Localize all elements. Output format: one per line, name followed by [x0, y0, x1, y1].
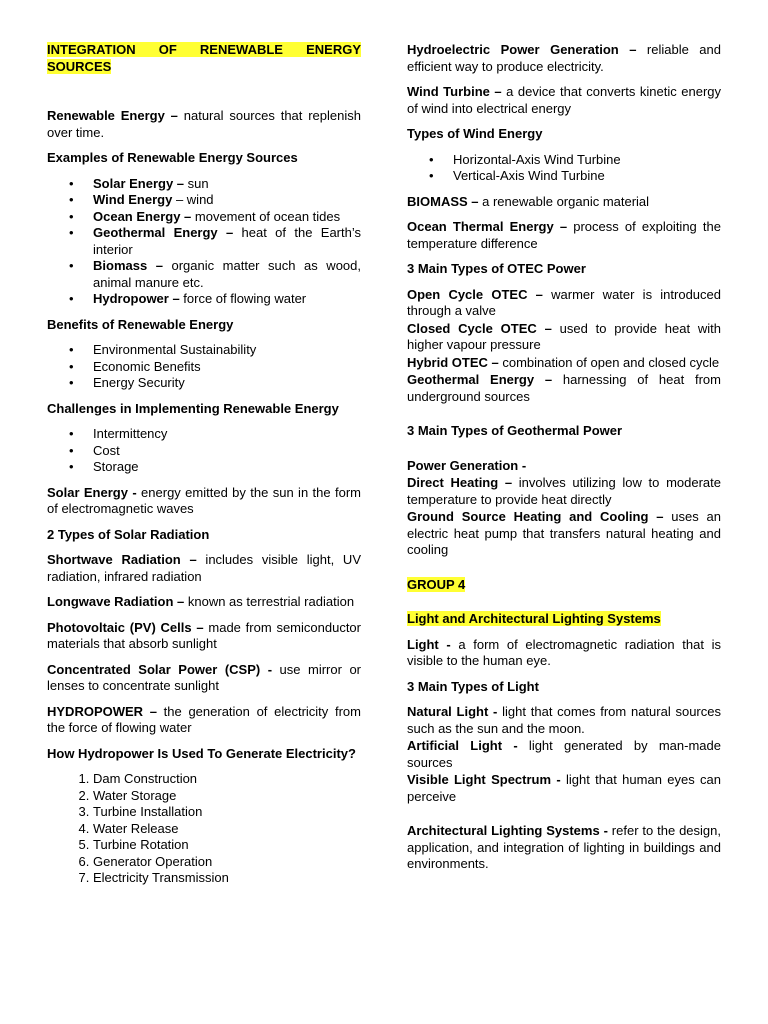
geothermal-definition: Geothermal Energy – harnessing of heat from underground sources: [407, 372, 721, 404]
power-generation-label: Power Generation -: [407, 457, 527, 473]
longwave-definition: Longwave Radiation – known as terrestrial radiation: [47, 594, 355, 609]
list-item: 2. Water Storage: [93, 788, 361, 805]
direct-heating-definition: Direct Heating – involves utilizing low to moderate temperature to provide heat directly: [407, 475, 721, 507]
list-item: • Wind Energy – wind: [93, 192, 361, 209]
list-item: • Ocean Energy – movement of ocean tides: [93, 209, 361, 226]
biomass-definition: BIOMASS – a renewable organic material: [407, 193, 650, 209]
list-item: 3. Turbine Installation: [93, 804, 361, 821]
artificial-light-definition: Artificial Light - light generated by man-made sources: [407, 738, 721, 770]
visible-spectrum-definition: Visible Light Spectrum - light that human eyes can perceive: [407, 772, 721, 804]
architectural-lighting-definition: Architectural Lighting Systems - refer to the design, application, and integration of lighting in buildings and environments.: [407, 823, 721, 871]
list-item: • Horizontal-Axis Wind Turbine: [453, 152, 721, 169]
closed-cycle-definition: Closed Cycle OTEC – used to provide heat with higher vapour pressure: [407, 320, 721, 352]
challenges-list: [47, 426, 361, 476]
examples-list: [47, 176, 361, 308]
list-item: • Biomass – organic matter such as wood, animal manure etc.: [93, 258, 361, 291]
wind-types-list: [407, 152, 721, 185]
list-item: • Storage: [93, 459, 361, 476]
document-title: INTEGRATION OF RENEWABLE ENERGY SOURCES: [47, 42, 361, 74]
list-item: • Hydropower – force of flowing water: [93, 291, 361, 308]
benefits-list: [47, 342, 361, 392]
challenges-heading: Challenges in Implementing Renewable Energy: [47, 400, 339, 416]
list-item: • Intermittency: [93, 426, 361, 443]
list-item: • Geothermal Energy – heat of the Earth’s interior: [93, 225, 361, 258]
shortwave-definition: Shortwave Radiation – includes visible light, UV radiation, infrared radiation: [47, 552, 361, 584]
list-item: 1. Dam Construction: [93, 771, 361, 788]
natural-light-definition: Natural Light - light that comes from natural sources such as the sun and the moon.: [407, 704, 721, 736]
examples-heading: Examples of Renewable Energy Sources: [47, 150, 298, 165]
solar-energy-definition: Solar Energy - energy emitted by the sun in the form of electromagnetic waves: [47, 484, 361, 516]
list-item: 4. Water Release: [93, 821, 361, 838]
geothermal-heading: 3 Main Types of Geothermal Power: [407, 423, 623, 438]
light-definition: Light - a form of electromagnetic radiation that is visible to the human eye.: [407, 636, 721, 668]
wind-types-heading: Types of Wind Energy: [407, 126, 543, 141]
list-item: 6. Generator Operation: [93, 854, 361, 871]
list-item: • Environmental Sustainability: [93, 342, 361, 359]
hydroelectric-definition: Hydroelectric Power Generation – reliable and efficient way to produce electricity.: [407, 42, 721, 74]
open-cycle-definition: Open Cycle OTEC – warmer water is introduced through a valve: [407, 286, 721, 318]
hydropower-definition: HYDROPOWER – the generation of electricity from the force of flowing water: [47, 703, 361, 735]
list-item: 5. Turbine Rotation: [93, 837, 361, 854]
hydropower-heading: How Hydropower Is Used To Generate Electricity?: [47, 745, 356, 761]
csp-definition: Concentrated Solar Power (CSP) - use mirror or lenses to concentrate sunlight: [47, 661, 362, 693]
right-column: [407, 42, 721, 882]
otec-heading: 3 Main Types of OTEC Power: [407, 261, 586, 276]
light-section-title: Light and Architectural Lighting Systems: [407, 611, 661, 626]
list-item: 7. Electricity Transmission: [93, 870, 361, 887]
pv-definition: Photovoltaic (PV) Cells – made from semiconductor materials that absorb sunlight: [47, 619, 361, 651]
list-item: • Solar Energy – sun: [93, 176, 361, 193]
otec-definition: Ocean Thermal Energy – process of exploiting the temperature difference: [407, 219, 722, 251]
list-item: • Economic Benefits: [93, 359, 361, 376]
group-label: GROUP 4: [407, 576, 466, 592]
list-item: • Energy Security: [93, 375, 361, 392]
hybrid-otec-definition: Hybrid OTEC – combination of open and closed cycle: [407, 354, 720, 370]
left-column: [47, 42, 361, 896]
list-item: • Vertical-Axis Wind Turbine: [453, 168, 721, 185]
wind-turbine-definition: Wind Turbine – a device that converts kinetic energy of wind into electrical energy: [407, 84, 722, 116]
ground-source-definition: Ground Source Heating and Cooling – uses an electric heat pump that transfers natural heating and cooling: [407, 509, 721, 557]
list-item: • Cost: [93, 443, 361, 460]
renewable-definition: Renewable Energy – natural sources that replenish over time.: [47, 108, 361, 140]
hydropower-steps: [47, 771, 361, 887]
solar-radiation-heading: 2 Types of Solar Radiation: [47, 526, 210, 542]
benefits-heading: Benefits of Renewable Energy: [47, 316, 234, 332]
light-types-heading: 3 Main Types of Light: [407, 678, 539, 694]
